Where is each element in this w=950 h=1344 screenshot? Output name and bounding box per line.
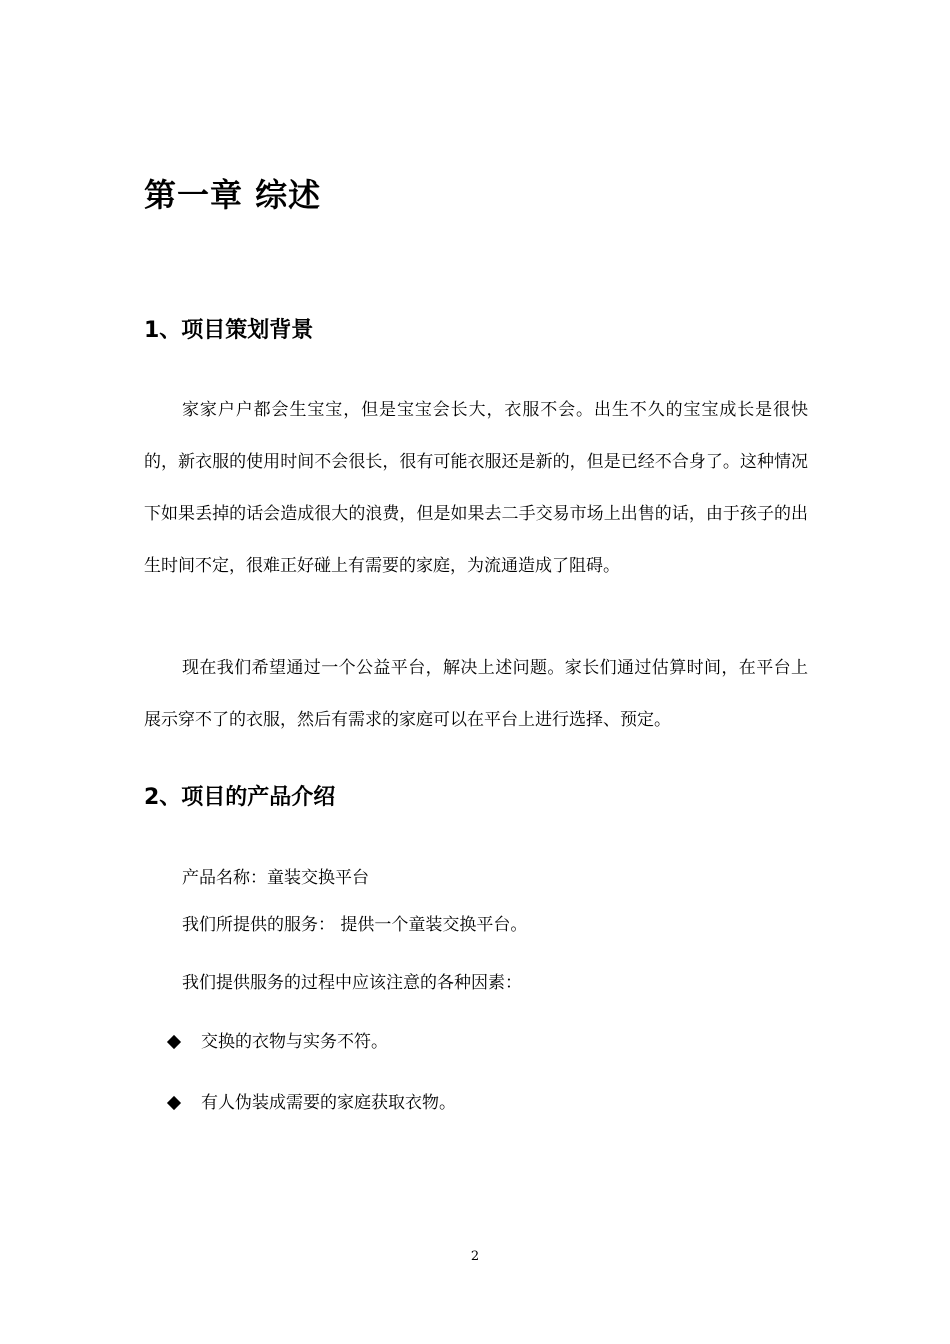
list-item-text: 有人伪装成需要的家庭获取衣物。 [201,1093,456,1113]
section-heading-background: 1、项目策划背景 [144,318,314,343]
diamond-bullet-icon [167,1096,181,1110]
chapter-title: 第一章 综述 [144,176,322,214]
list-item [166,1089,456,1117]
background-paragraph-1: 家家户户都会生宝宝，但是宝宝会长大，衣服不会。出生不久的宝宝成长是很快的，新衣服的使用时间不会很长，很有可能衣服还是新的，但是已经不合身了。这种情况下如果丢掉的话会造成很大的浪费，但是如果去二手交易市场上出售的话，由于孩子的出生时间不定，很难正好碰上有需要的家庭，为流通造成了阻碍。 [144,400,808,576]
services-line: 我们所提供的服务： 提供一个童装交换平台。 [182,915,528,935]
product-name-line: 产品名称：童装交换平台 [182,868,369,888]
list-item [166,1028,388,1056]
section-heading-product: 2、项目的产品介绍 [144,785,336,810]
page-number: 2 [470,1249,480,1264]
factors-intro-line: 我们提供服务的过程中应该注意的各种因素： [182,973,522,993]
diamond-bullet-icon [167,1035,181,1049]
background-paragraph-2: 现在我们希望通过一个公益平台，解决上述问题。家长们通过估算时间，在平台上展示穿不了的衣服，然后有需求的家庭可以在平台上进行选择、预定。 [144,658,808,730]
list-item-text: 交换的衣物与实务不符。 [201,1032,388,1052]
